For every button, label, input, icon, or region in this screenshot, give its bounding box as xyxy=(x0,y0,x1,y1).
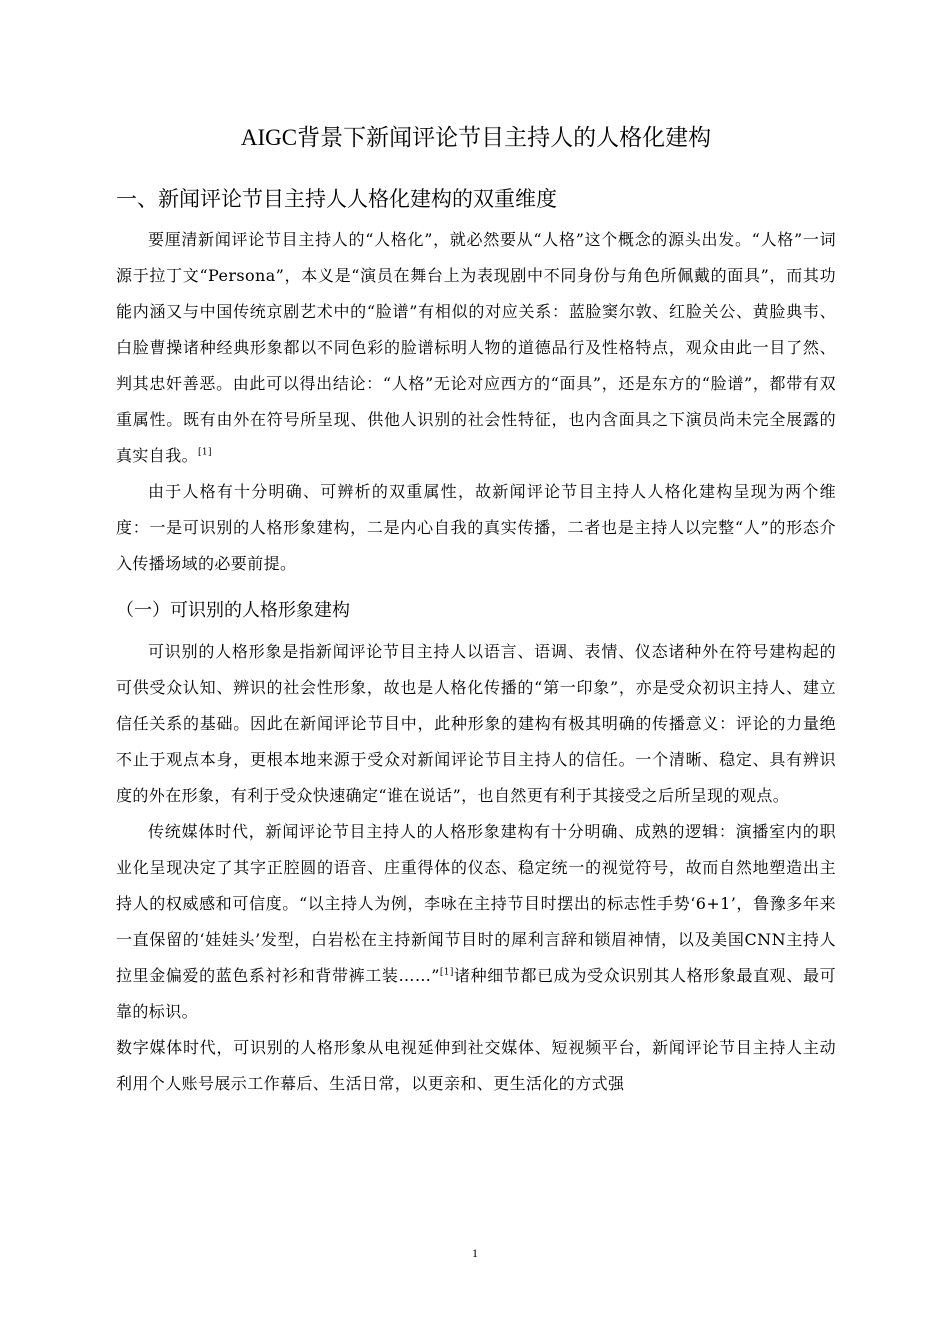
document-page xyxy=(116,118,836,1102)
page-number: 1 xyxy=(472,1246,478,1260)
paragraph-text: 传统媒体时代，新闻评论节目主持人的人格形象建构有十分明确、成熟的逻辑：演播室内的职业化呈现决定了其字正腔圆的语音、庄重得体的仪态、稳定统一的视觉符号，故而自然地塑造出主持人的权威感和可信度。“以主持人为例，李咏在主持节目时摆出的标志性手势‘6+1’，鲁豫多年来一直保留的‘娃娃头’发型，白岩松在主持新闻节目时的犀利言辞和锁眉神情，以及美国CNN主持人拉里金偏爱的蓝色系衬衫和背带裤工装……” xyxy=(116,822,836,985)
citation-marker: [1] xyxy=(439,967,454,978)
paragraph: 数字媒体时代，可识别的人格形象从电视延伸到社交媒体、短视频平台，新闻评论节目主持人主动利用个人账号展示工作幕后、生活日常，以更亲和、更生活化的方式强 xyxy=(116,1038,836,1093)
paragraph xyxy=(116,222,836,474)
paragraph-text: 要厘清新闻评论节目主持人的“人格化”，就必然要从“人格”这个概念的源头出发。“人格”一词源于拉丁文“Persona”，本义是“演员在舞台上为表现剧中不同身份与角色所佩戴的面具”，而其功能内涵又与中国传统京剧艺术中的“脸谱”有相似的对应关系：蓝脸窦尔敦、红脸关公、黄脸典韦、白脸曹操诸种经典形象都以不同色彩的脸谱标明人物的道德品行及性格特点，观众由此一目了然、判其忠奸善恶。由此可以得出结论：“人格”无论对应西方的“面具”，还是东方的“脸谱”，都带有双重属性。既有由外在符号所呈现、供他人识别的社会性特征，也内含面具之下演员尚未完全展露的真实自我。 xyxy=(116,230,836,465)
paragraph: 可识别的人格形象是指新闻评论节目主持人以语言、语调、表情、仪态诸种外在符号建构起的可供受众认知、辨识的社会性形象，故也是人格化传播的“第一印象”，亦是受众初识主持人、建立信任关系的基础。因此在新闻评论节目中，此种形象的建构有极其明确的传播意义：评论的力量绝不止于观点本身，更根本地来源于受众对新闻评论节目主持人的信任。一个清晰、稳定、具有辨识度的外在形象，有利于受众快速确定“谁在说话”，也自然更有利于其接受之后所呈现的观点。 xyxy=(116,642,836,805)
paragraph xyxy=(116,814,836,1030)
section-heading: 一、新闻评论节目主持人人格化建构的双重维度 xyxy=(116,187,557,211)
paragraph: 由于人格有十分明确、可辨析的双重属性，故新闻评论节目主持人人格化建构呈现为两个维度：一是可识别的人格形象建构，二是内心自我的真实传播，二者也是主持人以完整“人”的形态介入传播场域的必要前提。 xyxy=(116,482,836,573)
paragraph-text: 诸种细节都已成为受众识别其人格形象最直观、最可靠的标识。 xyxy=(116,966,836,1021)
subsection-heading: （一）可识别的人格形象建构 xyxy=(116,600,350,621)
document-title: AIGC背景下新闻评论节目主持人的人格化建构 xyxy=(240,125,712,150)
citation-marker: [1] xyxy=(198,447,212,458)
